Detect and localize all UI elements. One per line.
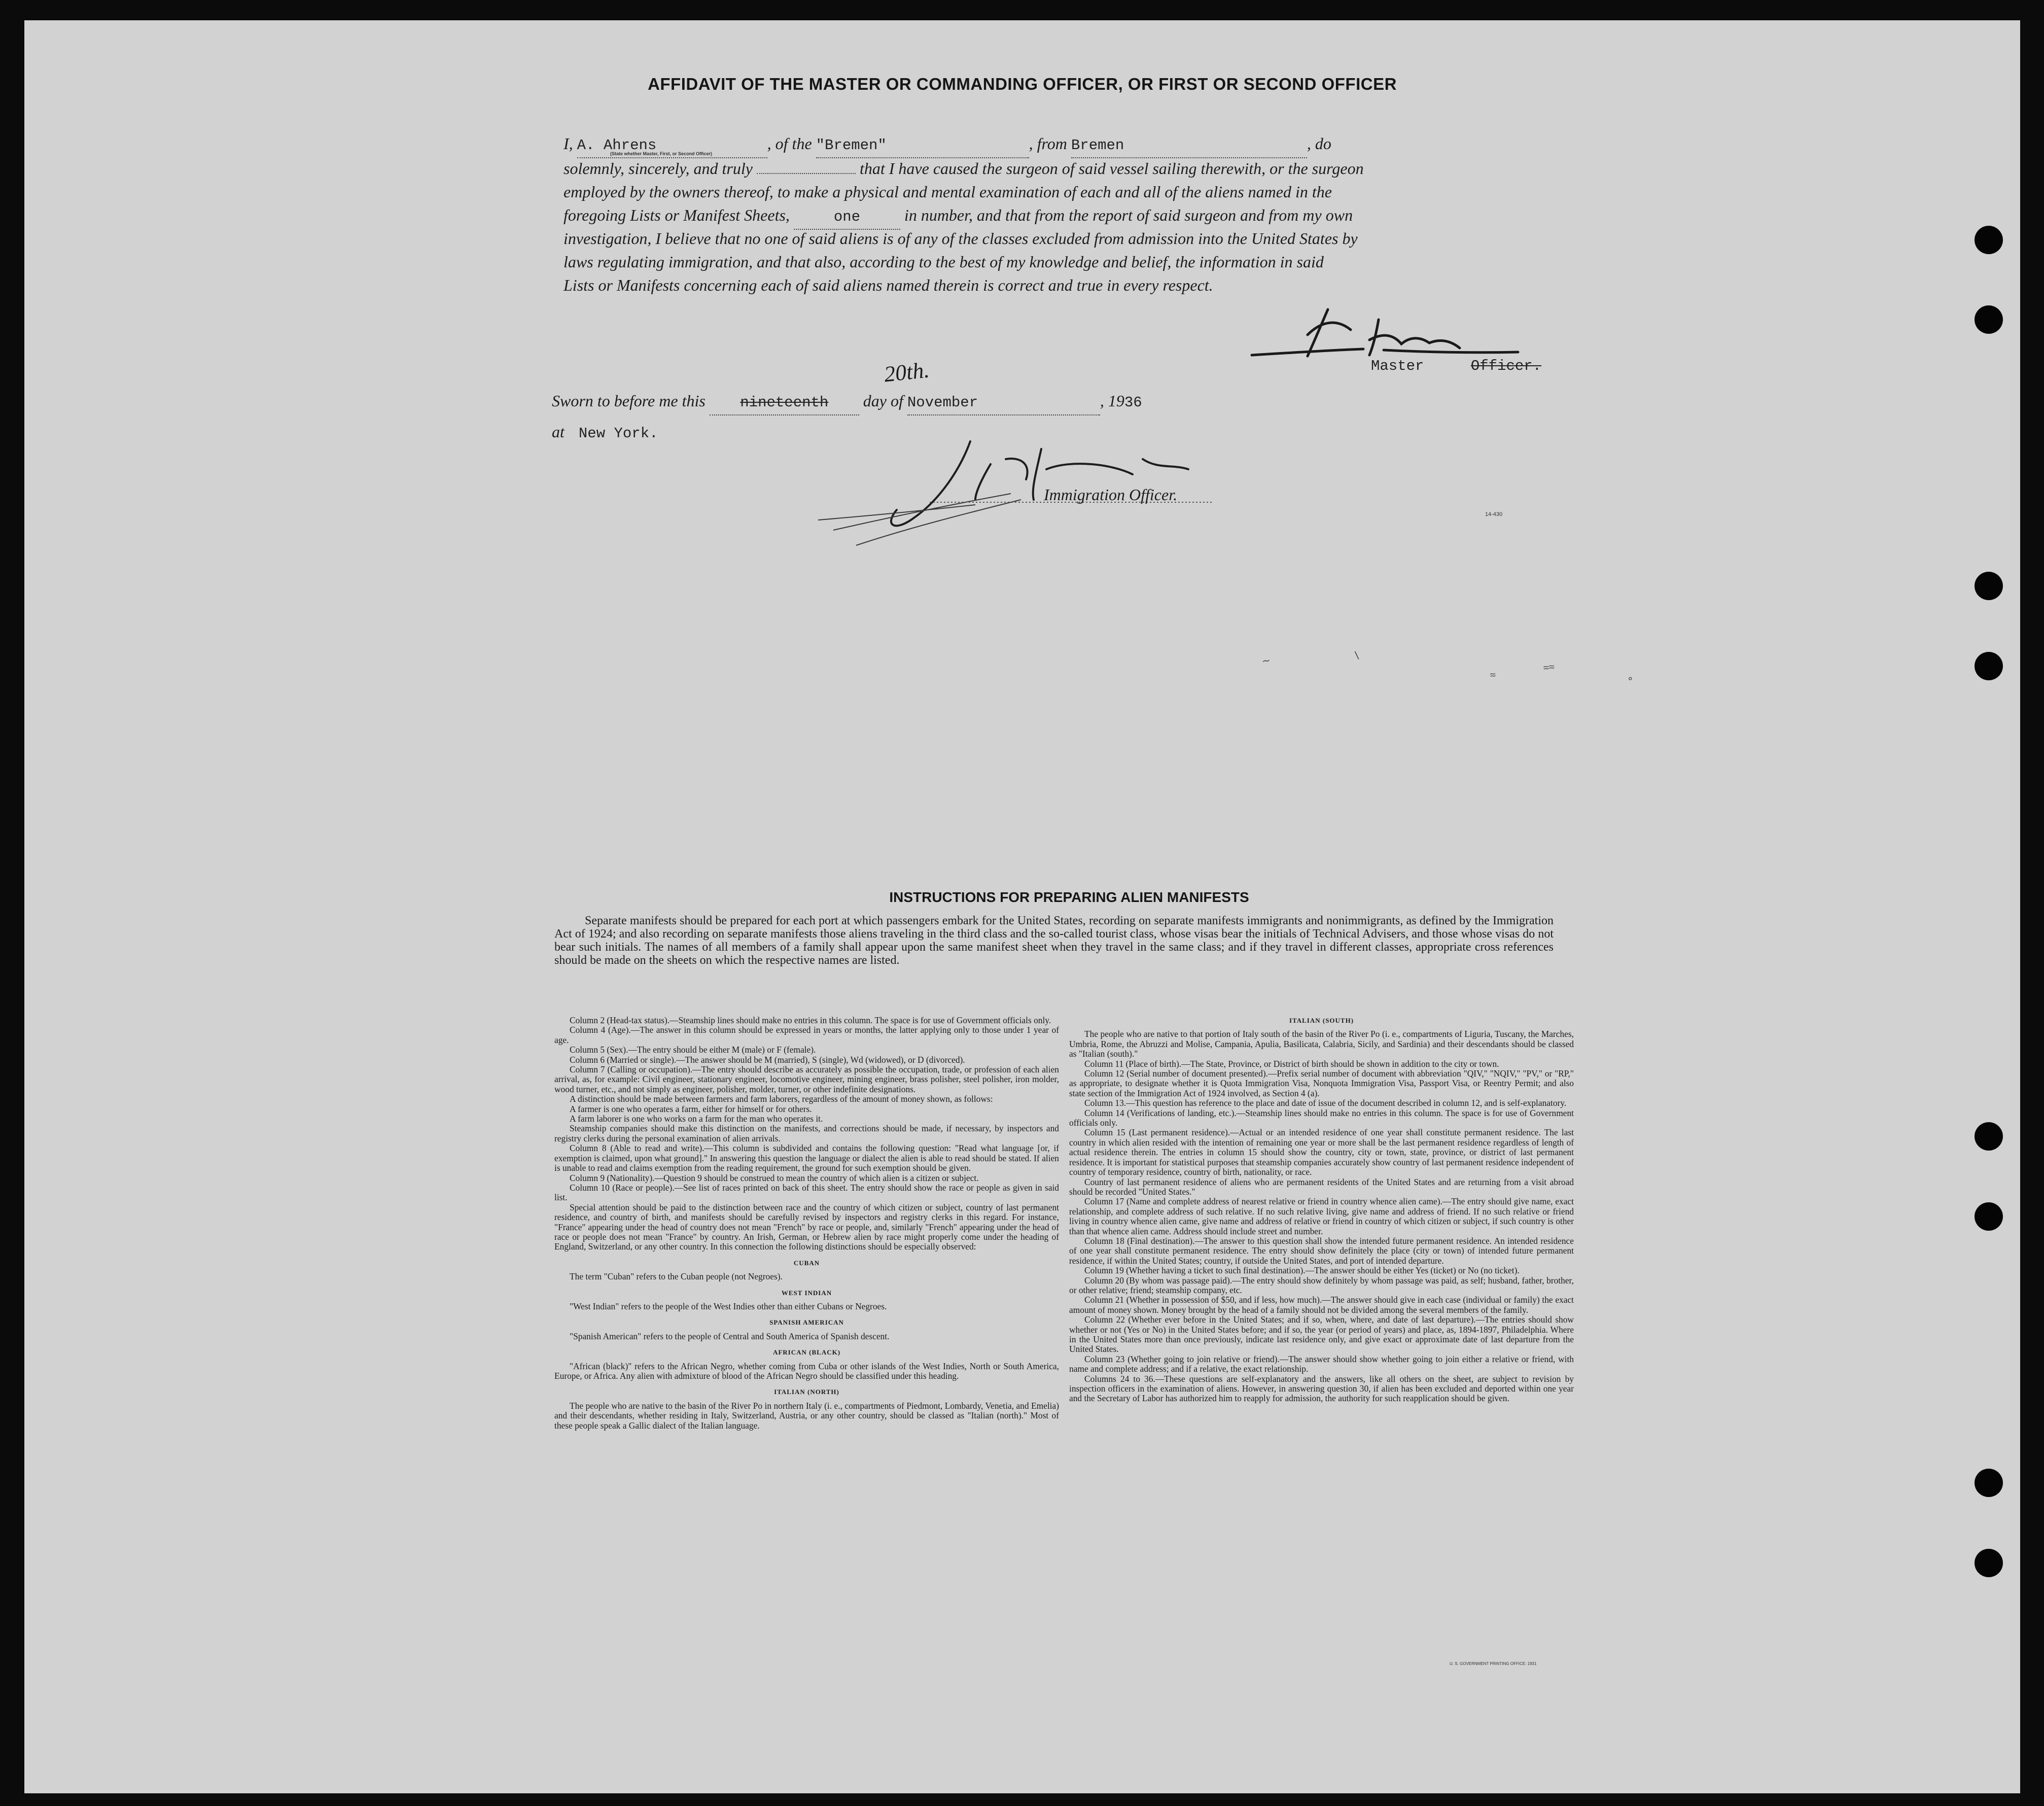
sheet-count-field: one: [794, 205, 900, 230]
stray-mark: ∘: [1626, 673, 1635, 685]
instructions-left-column: [554, 1016, 1059, 1431]
immigration-officer-signature: [808, 429, 1249, 553]
instruction-paragraph: Column 6 (Married or single).—The answer should be M (married), S (single), Wd (widowed), or D (divorced).: [570, 1054, 965, 1065]
punch-hole: [1975, 1469, 2003, 1497]
punch-hole: [1975, 226, 2003, 254]
instruction-paragraph: Column 19 (Whether having a ticket to such final destination).—The answer should be either Yes (ticket) or No (no ticket).: [1084, 1265, 1520, 1276]
section-text: "West Indian" refers to the people of the West Indies other than either Cubans or Negroes.: [570, 1301, 887, 1311]
vessel-name-field: "Bremen": [816, 134, 1029, 158]
instruction-paragraph: Column 18 (Final destination).—The answer to this question shall show the intended future permanent residence. An intended residence of one year shall constitute permanent residence. The entry should show definitely the place (city or town) of intended future permanent residence, if within the United States; country, if outside the United States, and port of intended departure.: [1069, 1235, 1574, 1266]
punch-hole: [1975, 1122, 2003, 1151]
printing-office-imprint: U. S. GOVERNMENT PRINTING OFFICE: 1931: [1450, 1661, 1537, 1666]
signer-title: Master Officer.: [1371, 358, 1542, 374]
stray-mark: ∼: [1261, 654, 1272, 668]
place-line: at New York.: [552, 423, 658, 442]
officer-name-field: A. Ahrens: [577, 134, 767, 158]
instruction-paragraph: Column 20 (By whom was passage paid).—The entry should show definitely by whom passage was paid, as self; husband, father, brother, or other relative; friend; steamship company, etc.: [1069, 1275, 1574, 1295]
instruction-paragraph: Column 10 (Race or people).—See list of races printed on back of this sheet. The entry should show the race or people as given in said list.: [554, 1182, 1059, 1203]
instruction-paragraph: Column 21 (Whether in possession of $50, and if less, how much).—The answer should give in each case (individual or family) the exact amount of money shown. Money brought by the head of a family should not be divided among the several members of the family.: [1069, 1295, 1574, 1315]
instruction-paragraph: A distinction should be made between farmers and farm laborers, regardless of the amount of money shown, as follows:: [570, 1094, 993, 1104]
instruction-paragraph: A farm laborer is one who works on a farm for the man who operates it.: [570, 1114, 823, 1124]
stray-mark: ≈: [1489, 669, 1497, 681]
affidavit-line-6: laws regulating immigration, and that also, according to the best of my knowledge and belief, the information in said: [563, 253, 1324, 271]
instruction-paragraph: Columns 24 to 36.—These questions are self-explanatory and the answers, like all others on the sheet, are subject to revision by inspection officers in the examination of aliens. However, in answering question 30, if alien has been excluded and deported within one year and the Secretary of Labor has authorized him to reapply for admission, the authority for such reapplication should be given.: [1069, 1373, 1574, 1404]
instruction-paragraph: Steamship companies should make this distinction on the manifests, and corrections should be made, if necessary, by inspectors and registry clerks during the personal examination of alien arrivals.: [554, 1123, 1059, 1143]
instructions-right-column: [1069, 1016, 1574, 1404]
instruction-paragraph: Column 22 (Whether ever before in the United States; and if so, when, where, and date of last departure).—The entries should show whether or not (Yes or No) in the United States before; and if so, the year (or period of years) and place, as, 1894-1897, Philadelphia. Where in the United States more than once previously, indicate last residence only, and give exact or approximate date of last departure from the United States.: [1069, 1314, 1574, 1354]
instruction-paragraph: Column 7 (Calling or occupation).—The entry should describe as accurately as possible the occupation, trade, or profession of each alien arrival, as, for example: Civil engineer, stationary engineer, locomotive engineer, mining engineer, brass polisher, steel polisher, iron molder, wood turner, etc., and not simply as engineer, polisher, molder, turner, or other indefinite designations.: [554, 1064, 1059, 1094]
affidavit-line-5: investigation, I believe that no one of said aliens is of any of the classes excluded from admission into the United States by: [563, 229, 1358, 248]
instruction-paragraph: A farmer is one who operates a farm, either for himself or for others.: [570, 1103, 812, 1114]
blank-field: [757, 173, 856, 174]
immigration-officer-label: Immigration Officer.: [1044, 485, 1178, 504]
instruction-paragraph: Column 9 (Nationality).—Question 9 should be construed to mean the country of which alien is a citizen or subject.: [570, 1172, 979, 1183]
stray-mark: ≈≈: [1542, 661, 1556, 674]
instruction-paragraph: Column 15 (Last permanent residence).—Actual or an intended residence of one year shall constitute permanent residence. The last country in which alien resided with the intention of remaining one year or more shall be the last permanent residence regardless of length of actual residence therein. The entries in column 15 should show the country, city or town, state, province, or district of last permanent residence. It is important for statistical purposes that steamship companies accurately show country of last permanent residence independent of country of temporary residence, country of birth, nationality, or race.: [1069, 1127, 1574, 1177]
instruction-paragraph: Column 14 (Verifications of landing, etc.).—Steamship lines should make no entries in this column. The space is for use of Government officials only.: [1069, 1107, 1574, 1128]
section-heading: CUBAN: [793, 1259, 820, 1267]
month-field: November: [907, 391, 1100, 415]
affidavit-line-2: solemnly, sincerely, and truly that I have caused the surgeon of said vessel sailing therewith, or the surgeon: [563, 159, 1364, 178]
affidavit-line-1: I, A. Ahrens , of the "Bremen" , from Bremen , do: [563, 132, 1583, 158]
section-text: The people who are native to the basin of the River Po in northern Italy (i. e., compartments of Piedmont, Lombardy, Venetia, and Emelia) and their descendants, whether residing in Italy, Switzerland, Austria, or any other country, should be classed as "Italian (north)." Most of these people speak a Gallic dialect of the Italian language.: [554, 1400, 1059, 1431]
section-heading: ITALIAN (NORTH): [774, 1388, 839, 1396]
instruction-paragraph: Column 4 (Age).—The answer in this column should be expressed in years or months, the latter applying only to those under 1 year of age.: [554, 1025, 1059, 1045]
form-number: 14-430: [1485, 511, 1503, 517]
year-field: 36: [1124, 394, 1142, 411]
punch-hole: [1975, 572, 2003, 600]
section-text: "African (black)" refers to the African Negro, whether coming from Cuba or other islands of the West Indies, North or South America, Europe, or Africa. Any alien with admixture of blood of the African Negro should be classified under this heading.: [554, 1361, 1059, 1381]
section-heading: WEST INDIAN: [781, 1289, 832, 1297]
place-field: New York.: [578, 425, 658, 442]
port-field: Bremen: [1071, 134, 1307, 158]
punch-hole: [1975, 652, 2003, 680]
punch-hole: [1975, 1202, 2003, 1231]
section-heading: AFRICAN (BLACK): [772, 1348, 841, 1357]
stray-mark: ∖: [1352, 650, 1361, 662]
punch-hole: [1975, 1549, 2003, 1577]
section-heading: ITALIAN (SOUTH): [1289, 1017, 1354, 1024]
manifest-page: [24, 20, 2020, 1793]
instructions-title: INSTRUCTIONS FOR PREPARING ALIEN MANIFESTS: [889, 889, 1249, 905]
officer-rank-caption: (State whether Master, First, or Second Officer): [610, 151, 713, 156]
affidavit-line-4: foregoing Lists or Manifest Sheets, one in number, and that from the report of said surgeon and from my own: [563, 203, 1583, 230]
instruction-paragraph: Column 5 (Sex).—The entry should be either M (male) or F (female).: [570, 1045, 816, 1055]
instruction-paragraph: Column 8 (Able to read and write).—This column is subdivided and contains the following question: "Read what language [or, if exemption is claimed, upon what ground]." In answering this question the language or dialect the alien is able to read should be stated. If alien is unable to read and claims exemption from the reading requirement, the ground for such exemption should be given.: [554, 1143, 1059, 1173]
section-text: The term "Cuban" refers to the Cuban people (not Negroes).: [570, 1271, 783, 1282]
punch-hole: [1975, 305, 2003, 334]
instruction-paragraph: Column 13.—This question has reference to the place and date of issue of the document described in column 12, and is self-explanatory.: [1084, 1098, 1567, 1108]
day-field: nineteenth: [710, 391, 859, 415]
master-signature: [1231, 299, 1541, 363]
instruction-paragraph: Country of last permanent residence of aliens who are permanent residents of the United States and are returning from a visit abroad should be recorded "United States.": [1069, 1176, 1574, 1197]
section-heading: SPANISH AMERICAN: [769, 1318, 844, 1327]
affidavit-line-3: employed by the owners thereof, to make a physical and mental examination of each and all of the aliens named in the: [563, 183, 1332, 201]
section-text: "Spanish American" refers to the people of Central and South America of Spanish descent.: [570, 1331, 890, 1341]
affidavit-title: AFFIDAVIT OF THE MASTER OR COMMANDING OFFICER, OR FIRST OR SECOND OFFICER: [648, 75, 1397, 93]
handwritten-day: 20th.: [883, 357, 931, 387]
instruction-paragraph: Column 11 (Place of birth).—The State, Province, or District of birth should be shown in addition to the city or town.: [1084, 1058, 1499, 1069]
instruction-paragraph: Column 23 (Whether going to join relative or friend).—The answer should show whether going to join either a relative or friend, with name and complete address; and if a relative, the exact relationship.: [1069, 1353, 1574, 1374]
instruction-paragraph: Special attention should be paid to the distinction between race and the country of which citizen or subject, country of last permanent residence, and country of birth, and manifests should be carefully revised by inspectors and registry clerks in this regard. For instance, "France" appearing under the head of country does not mean "French" by race or people, and, similarly "French" appearing under the head of race or people does not mean "France" by country. An Irish, German, or Hebrew alien by race might properly come under the heading of England, Switzerland, or any other country. In this connection the following distinctions should be especially observed:: [554, 1202, 1059, 1252]
sworn-line: Sworn to before me this nineteenth day of November , 1936: [552, 389, 1313, 415]
affidavit-line-7: Lists or Manifests concerning each of said aliens named therein is correct and true in every respect.: [563, 276, 1213, 294]
instruction-paragraph: Column 2 (Head-tax status).—Steamship lines should make no entries in this column. The space is for use of Government officials only.: [570, 1015, 1051, 1025]
instruction-paragraph: Column 12 (Serial number of document presented).—Prefix serial number of document with abbreviation "QIV," "NQIV," "PV," or "RP," as appropriate, to designate whether it is Quota Immigration Visa, Nonquota Immigration Visa, Passport Visa, or Reentry Permit; and also state section of the Immigration Act of 1924 involved, as Section 4 (a).: [1069, 1068, 1574, 1098]
instructions-intro: Separate manifests should be prepared for each port at which passengers embark for the United States, recording on separate manifests immigrants and nonimmigrants, as defined by the Immigration Act of 1924; and also recording on separate manifests those aliens traveling in the third class and the so-called tourist class, whose visas bear the initials of Technical Advisers, and those whose visas do not bear such initials. The names of all members of a family shall appear upon the same manifest sheet when they travel in the same class; and if they travel in different classes, appropriate cross references should be made on the sheets on which the respective names are listed.: [554, 914, 1554, 967]
instruction-paragraph: Column 17 (Name and complete address of nearest relative or friend in country whence alien came).—The entry should give name, exact relationship, and complete address of such relative. If no such relative living, give name and address of friend. If no such relative or friend living in country whence alien came, give name and address of relative or friend in country of which citizen or subject, if such country is other than that whence alien came. Address should include street and number.: [1069, 1196, 1574, 1236]
instruction-paragraph: The people who are native to that portion of Italy south of the basin of the River Po (i. e., compartments of Liguria, Tuscany, the Marches, Umbria, Rome, the Abruzzi and Molise, Campania, Apulia, Basilicata, Calabria, Sicily, and Sardinia) and their descendants should be classed as "Italian (south).": [1069, 1029, 1574, 1059]
